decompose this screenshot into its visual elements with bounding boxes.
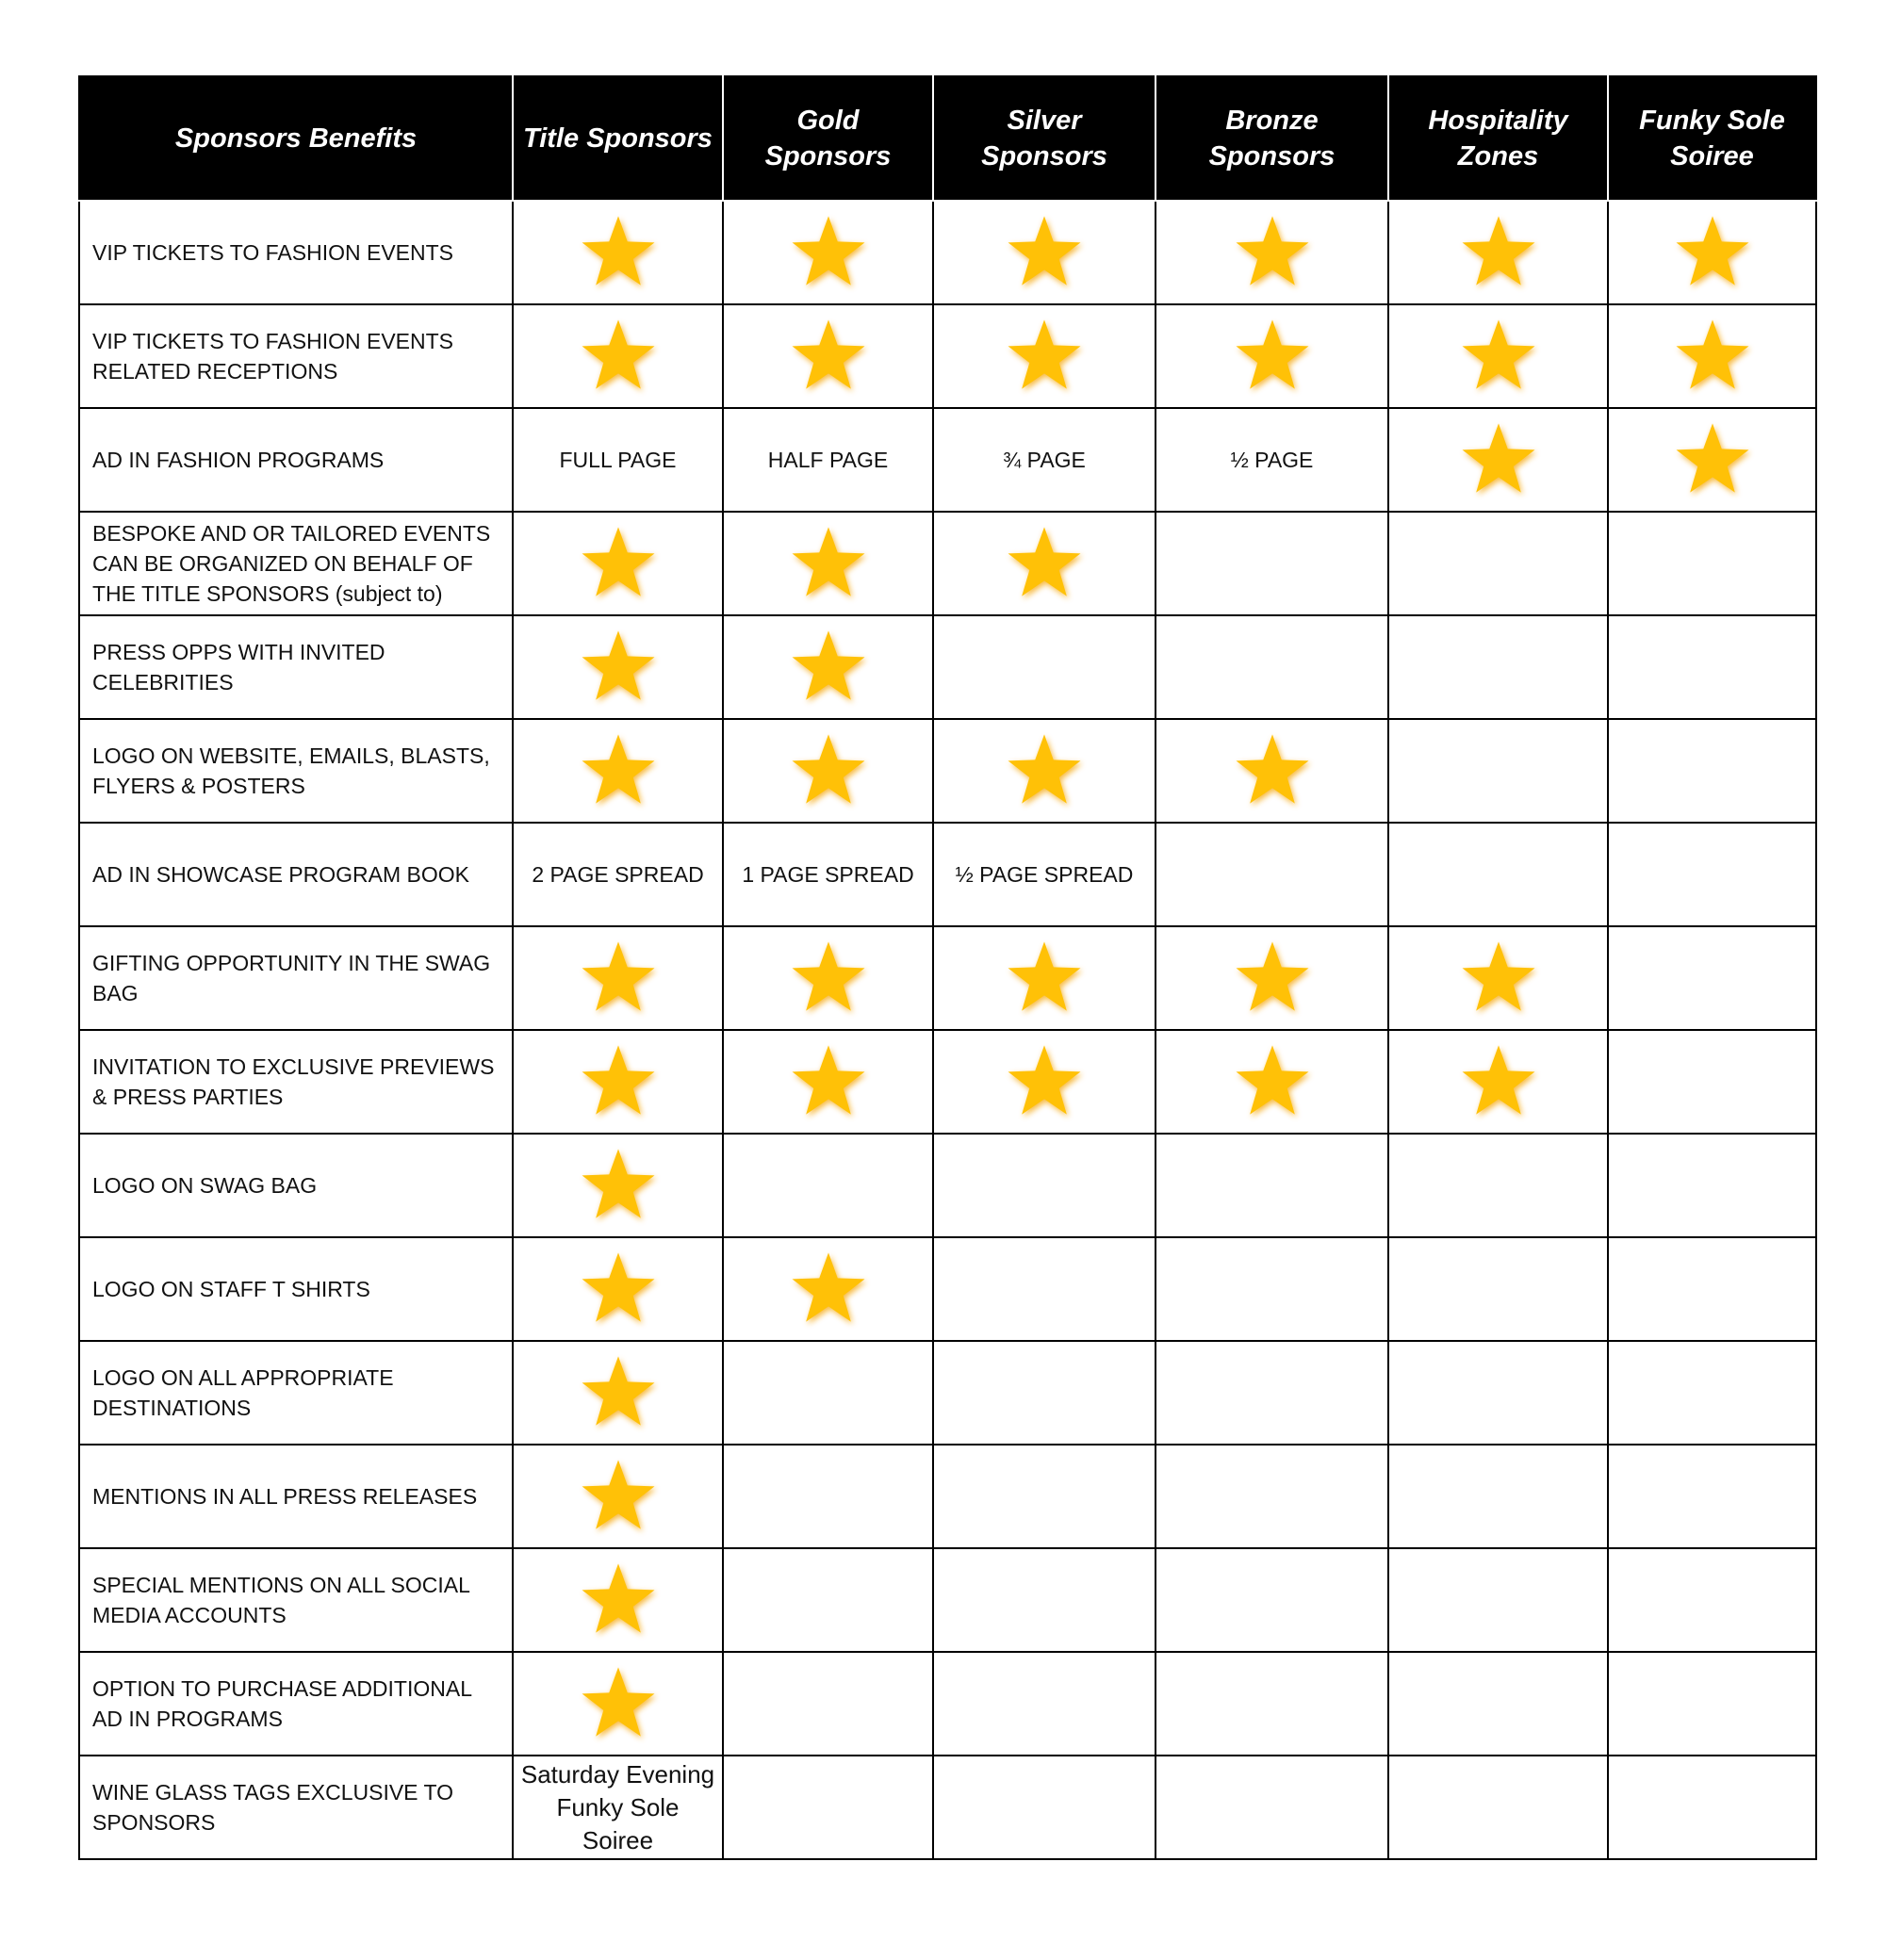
star-icon xyxy=(575,1453,662,1540)
table-row xyxy=(79,304,1816,408)
cell-title-text: 2 PAGE SPREAD xyxy=(513,823,723,926)
cell-hospitality-star xyxy=(1388,926,1608,1030)
cell-funky-empty xyxy=(1608,1134,1816,1237)
cell-gold-empty xyxy=(723,1445,933,1548)
table-row xyxy=(79,512,1816,615)
cell-bronze-star xyxy=(1156,926,1388,1030)
sponsor-benefits-table xyxy=(78,75,1817,1860)
star-icon xyxy=(575,935,662,1021)
table-row xyxy=(79,1548,1816,1652)
cell-hospitality-empty xyxy=(1388,512,1608,615)
star-icon xyxy=(575,313,662,400)
benefit-label: AD IN FASHION PROGRAMS xyxy=(79,408,513,512)
star-icon xyxy=(1455,935,1542,1021)
cell-hospitality-empty xyxy=(1388,1756,1608,1859)
cell-hospitality-star xyxy=(1388,201,1608,304)
star-icon xyxy=(1455,313,1542,400)
table-row xyxy=(79,1237,1816,1341)
benefit-label: LOGO ON ALL APPROPRIATE DESTINATIONS xyxy=(79,1341,513,1445)
cell-gold-star xyxy=(723,304,933,408)
header-hospitality: Hospitality Zones xyxy=(1388,76,1608,201)
cell-title-text: FULL PAGE xyxy=(513,408,723,512)
cell-bronze-empty xyxy=(1156,615,1388,719)
table-row xyxy=(79,408,1816,512)
cell-title-star xyxy=(513,1548,723,1652)
cell-gold-star xyxy=(723,719,933,823)
cell-funky-star xyxy=(1608,304,1816,408)
cell-hospitality-empty xyxy=(1388,1548,1608,1652)
star-icon xyxy=(1669,313,1756,400)
cell-gold-star xyxy=(723,201,933,304)
cell-bronze-empty xyxy=(1156,1548,1388,1652)
cell-bronze-star xyxy=(1156,201,1388,304)
header-title: Title Sponsors xyxy=(513,76,723,201)
cell-title-star xyxy=(513,926,723,1030)
table-row xyxy=(79,926,1816,1030)
star-icon xyxy=(1669,416,1756,503)
table-row xyxy=(79,1030,1816,1134)
header-funky: Funky Sole Soiree xyxy=(1608,76,1816,201)
star-icon xyxy=(1229,935,1316,1021)
header-silver: Silver Sponsors xyxy=(933,76,1156,201)
cell-bronze-star xyxy=(1156,719,1388,823)
cell-hospitality-empty xyxy=(1388,1341,1608,1445)
cell-bronze-star xyxy=(1156,1030,1388,1134)
cell-gold-star xyxy=(723,615,933,719)
header-bronze: Bronze Sponsors xyxy=(1156,76,1388,201)
star-icon xyxy=(575,1557,662,1643)
star-icon xyxy=(575,727,662,814)
cell-funky-empty xyxy=(1608,1652,1816,1756)
cell-funky-star xyxy=(1608,201,1816,304)
cell-silver-empty xyxy=(933,1548,1156,1652)
star-icon xyxy=(785,313,872,400)
star-icon xyxy=(1001,727,1088,814)
star-icon xyxy=(785,520,872,607)
star-icon xyxy=(1001,1038,1088,1125)
cell-funky-empty xyxy=(1608,926,1816,1030)
cell-title-star xyxy=(513,1341,723,1445)
star-icon xyxy=(785,1038,872,1125)
star-icon xyxy=(1229,313,1316,400)
cell-hospitality-star xyxy=(1388,304,1608,408)
cell-funky-star xyxy=(1608,408,1816,512)
cell-silver-star xyxy=(933,719,1156,823)
star-icon xyxy=(785,1246,872,1332)
cell-gold-empty xyxy=(723,1756,933,1859)
star-icon xyxy=(575,1038,662,1125)
header-gold: Gold Sponsors xyxy=(723,76,933,201)
benefit-label: MENTIONS IN ALL PRESS RELEASES xyxy=(79,1445,513,1548)
cell-gold-star xyxy=(723,1030,933,1134)
star-icon xyxy=(1455,416,1542,503)
cell-bronze-empty xyxy=(1156,1341,1388,1445)
star-icon xyxy=(1229,727,1316,814)
cell-silver-empty xyxy=(933,1652,1156,1756)
cell-bronze-empty xyxy=(1156,1652,1388,1756)
cell-title-star xyxy=(513,719,723,823)
cell-gold-star xyxy=(723,1237,933,1341)
table-body xyxy=(79,201,1816,1859)
star-icon xyxy=(575,1246,662,1332)
cell-silver-empty xyxy=(933,1237,1156,1341)
star-icon xyxy=(1001,520,1088,607)
cell-hospitality-empty xyxy=(1388,1445,1608,1548)
cell-funky-empty xyxy=(1608,512,1816,615)
benefit-label: PRESS OPPS WITH INVITED CELEBRITIES xyxy=(79,615,513,719)
cell-bronze-empty xyxy=(1156,1237,1388,1341)
star-icon xyxy=(1001,935,1088,1021)
star-icon xyxy=(1455,1038,1542,1125)
table-row xyxy=(79,1134,1816,1237)
table-row xyxy=(79,1341,1816,1445)
cell-silver-star xyxy=(933,926,1156,1030)
table-row xyxy=(79,1652,1816,1756)
benefit-label: BESPOKE AND OR TAILORED EVENTS CAN BE ORGANIZED ON BEHALF OF THE TITLE SPONSORS (subject to) xyxy=(79,512,513,615)
cell-title-star xyxy=(513,1445,723,1548)
star-icon xyxy=(1001,209,1088,296)
cell-hospitality-empty xyxy=(1388,719,1608,823)
cell-gold-text: HALF PAGE xyxy=(723,408,933,512)
cell-funky-empty xyxy=(1608,1237,1816,1341)
cell-gold-empty xyxy=(723,1134,933,1237)
star-icon xyxy=(785,209,872,296)
cell-silver-star xyxy=(933,201,1156,304)
cell-hospitality-empty xyxy=(1388,1652,1608,1756)
star-icon xyxy=(785,935,872,1021)
benefit-label: VIP TICKETS TO FASHION EVENTS xyxy=(79,201,513,304)
cell-hospitality-empty xyxy=(1388,1134,1608,1237)
cell-silver-star xyxy=(933,1030,1156,1134)
cell-gold-star xyxy=(723,512,933,615)
cell-silver-empty xyxy=(933,1341,1156,1445)
star-icon xyxy=(785,727,872,814)
benefit-label: LOGO ON STAFF T SHIRTS xyxy=(79,1237,513,1341)
table-row xyxy=(79,823,1816,926)
star-icon xyxy=(575,1142,662,1229)
cell-funky-empty xyxy=(1608,1030,1816,1134)
star-icon xyxy=(785,624,872,710)
cell-bronze-empty xyxy=(1156,512,1388,615)
cell-title-star xyxy=(513,1134,723,1237)
cell-title-star xyxy=(513,1237,723,1341)
benefit-label: LOGO ON SWAG BAG xyxy=(79,1134,513,1237)
benefit-label: LOGO ON WEBSITE, EMAILS, BLASTS, FLYERS & POSTERS xyxy=(79,719,513,823)
cell-bronze-empty xyxy=(1156,1756,1388,1859)
cell-funky-empty xyxy=(1608,1445,1816,1548)
cell-hospitality-empty xyxy=(1388,1237,1608,1341)
cell-silver-empty xyxy=(933,1134,1156,1237)
cell-bronze-empty xyxy=(1156,1134,1388,1237)
cell-gold-empty xyxy=(723,1548,933,1652)
cell-title-text: Saturday Evening Funky Sole Soiree xyxy=(513,1756,723,1859)
table-row xyxy=(79,1445,1816,1548)
cell-gold-star xyxy=(723,926,933,1030)
table-row xyxy=(79,201,1816,304)
cell-funky-empty xyxy=(1608,1756,1816,1859)
star-icon xyxy=(575,624,662,710)
star-icon xyxy=(1455,209,1542,296)
star-icon xyxy=(575,520,662,607)
cell-silver-empty xyxy=(933,615,1156,719)
cell-bronze-empty xyxy=(1156,823,1388,926)
table-row xyxy=(79,1756,1816,1859)
cell-funky-empty xyxy=(1608,719,1816,823)
cell-title-star xyxy=(513,512,723,615)
cell-title-star xyxy=(513,1652,723,1756)
star-icon xyxy=(1001,313,1088,400)
cell-bronze-text: ½ PAGE xyxy=(1156,408,1388,512)
star-icon xyxy=(575,209,662,296)
cell-silver-star xyxy=(933,304,1156,408)
cell-bronze-star xyxy=(1156,304,1388,408)
cell-hospitality-empty xyxy=(1388,823,1608,926)
benefit-label: VIP TICKETS TO FASHION EVENTS RELATED RECEPTIONS xyxy=(79,304,513,408)
table-row xyxy=(79,719,1816,823)
cell-silver-text: ½ PAGE SPREAD xyxy=(933,823,1156,926)
cell-title-star xyxy=(513,1030,723,1134)
cell-hospitality-star xyxy=(1388,408,1608,512)
table-row xyxy=(79,615,1816,719)
cell-hospitality-star xyxy=(1388,1030,1608,1134)
cell-silver-empty xyxy=(933,1756,1156,1859)
cell-gold-empty xyxy=(723,1652,933,1756)
cell-silver-text: ¾ PAGE xyxy=(933,408,1156,512)
benefit-label: OPTION TO PURCHASE ADDITIONAL AD IN PROGRAMS xyxy=(79,1652,513,1756)
cell-title-star xyxy=(513,201,723,304)
star-icon xyxy=(1229,209,1316,296)
benefit-label: INVITATION TO EXCLUSIVE PREVIEWS & PRESS PARTIES xyxy=(79,1030,513,1134)
cell-silver-empty xyxy=(933,1445,1156,1548)
star-icon xyxy=(575,1660,662,1747)
cell-silver-star xyxy=(933,512,1156,615)
cell-gold-text: 1 PAGE SPREAD xyxy=(723,823,933,926)
cell-title-star xyxy=(513,615,723,719)
cell-hospitality-empty xyxy=(1388,615,1608,719)
star-icon xyxy=(575,1349,662,1436)
cell-gold-empty xyxy=(723,1341,933,1445)
star-icon xyxy=(1229,1038,1316,1125)
cell-funky-empty xyxy=(1608,823,1816,926)
cell-funky-empty xyxy=(1608,615,1816,719)
cell-funky-empty xyxy=(1608,1341,1816,1445)
cell-funky-empty xyxy=(1608,1548,1816,1652)
header-benefit: Sponsors Benefits xyxy=(79,76,513,201)
benefit-label: WINE GLASS TAGS EXCLUSIVE TO SPONSORS xyxy=(79,1756,513,1859)
star-icon xyxy=(1669,209,1756,296)
benefit-label: AD IN SHOWCASE PROGRAM BOOK xyxy=(79,823,513,926)
cell-title-star xyxy=(513,304,723,408)
header-row xyxy=(79,76,1816,201)
benefit-label: GIFTING OPPORTUNITY IN THE SWAG BAG xyxy=(79,926,513,1030)
cell-bronze-empty xyxy=(1156,1445,1388,1548)
benefit-label: SPECIAL MENTIONS ON ALL SOCIAL MEDIA ACCOUNTS xyxy=(79,1548,513,1652)
